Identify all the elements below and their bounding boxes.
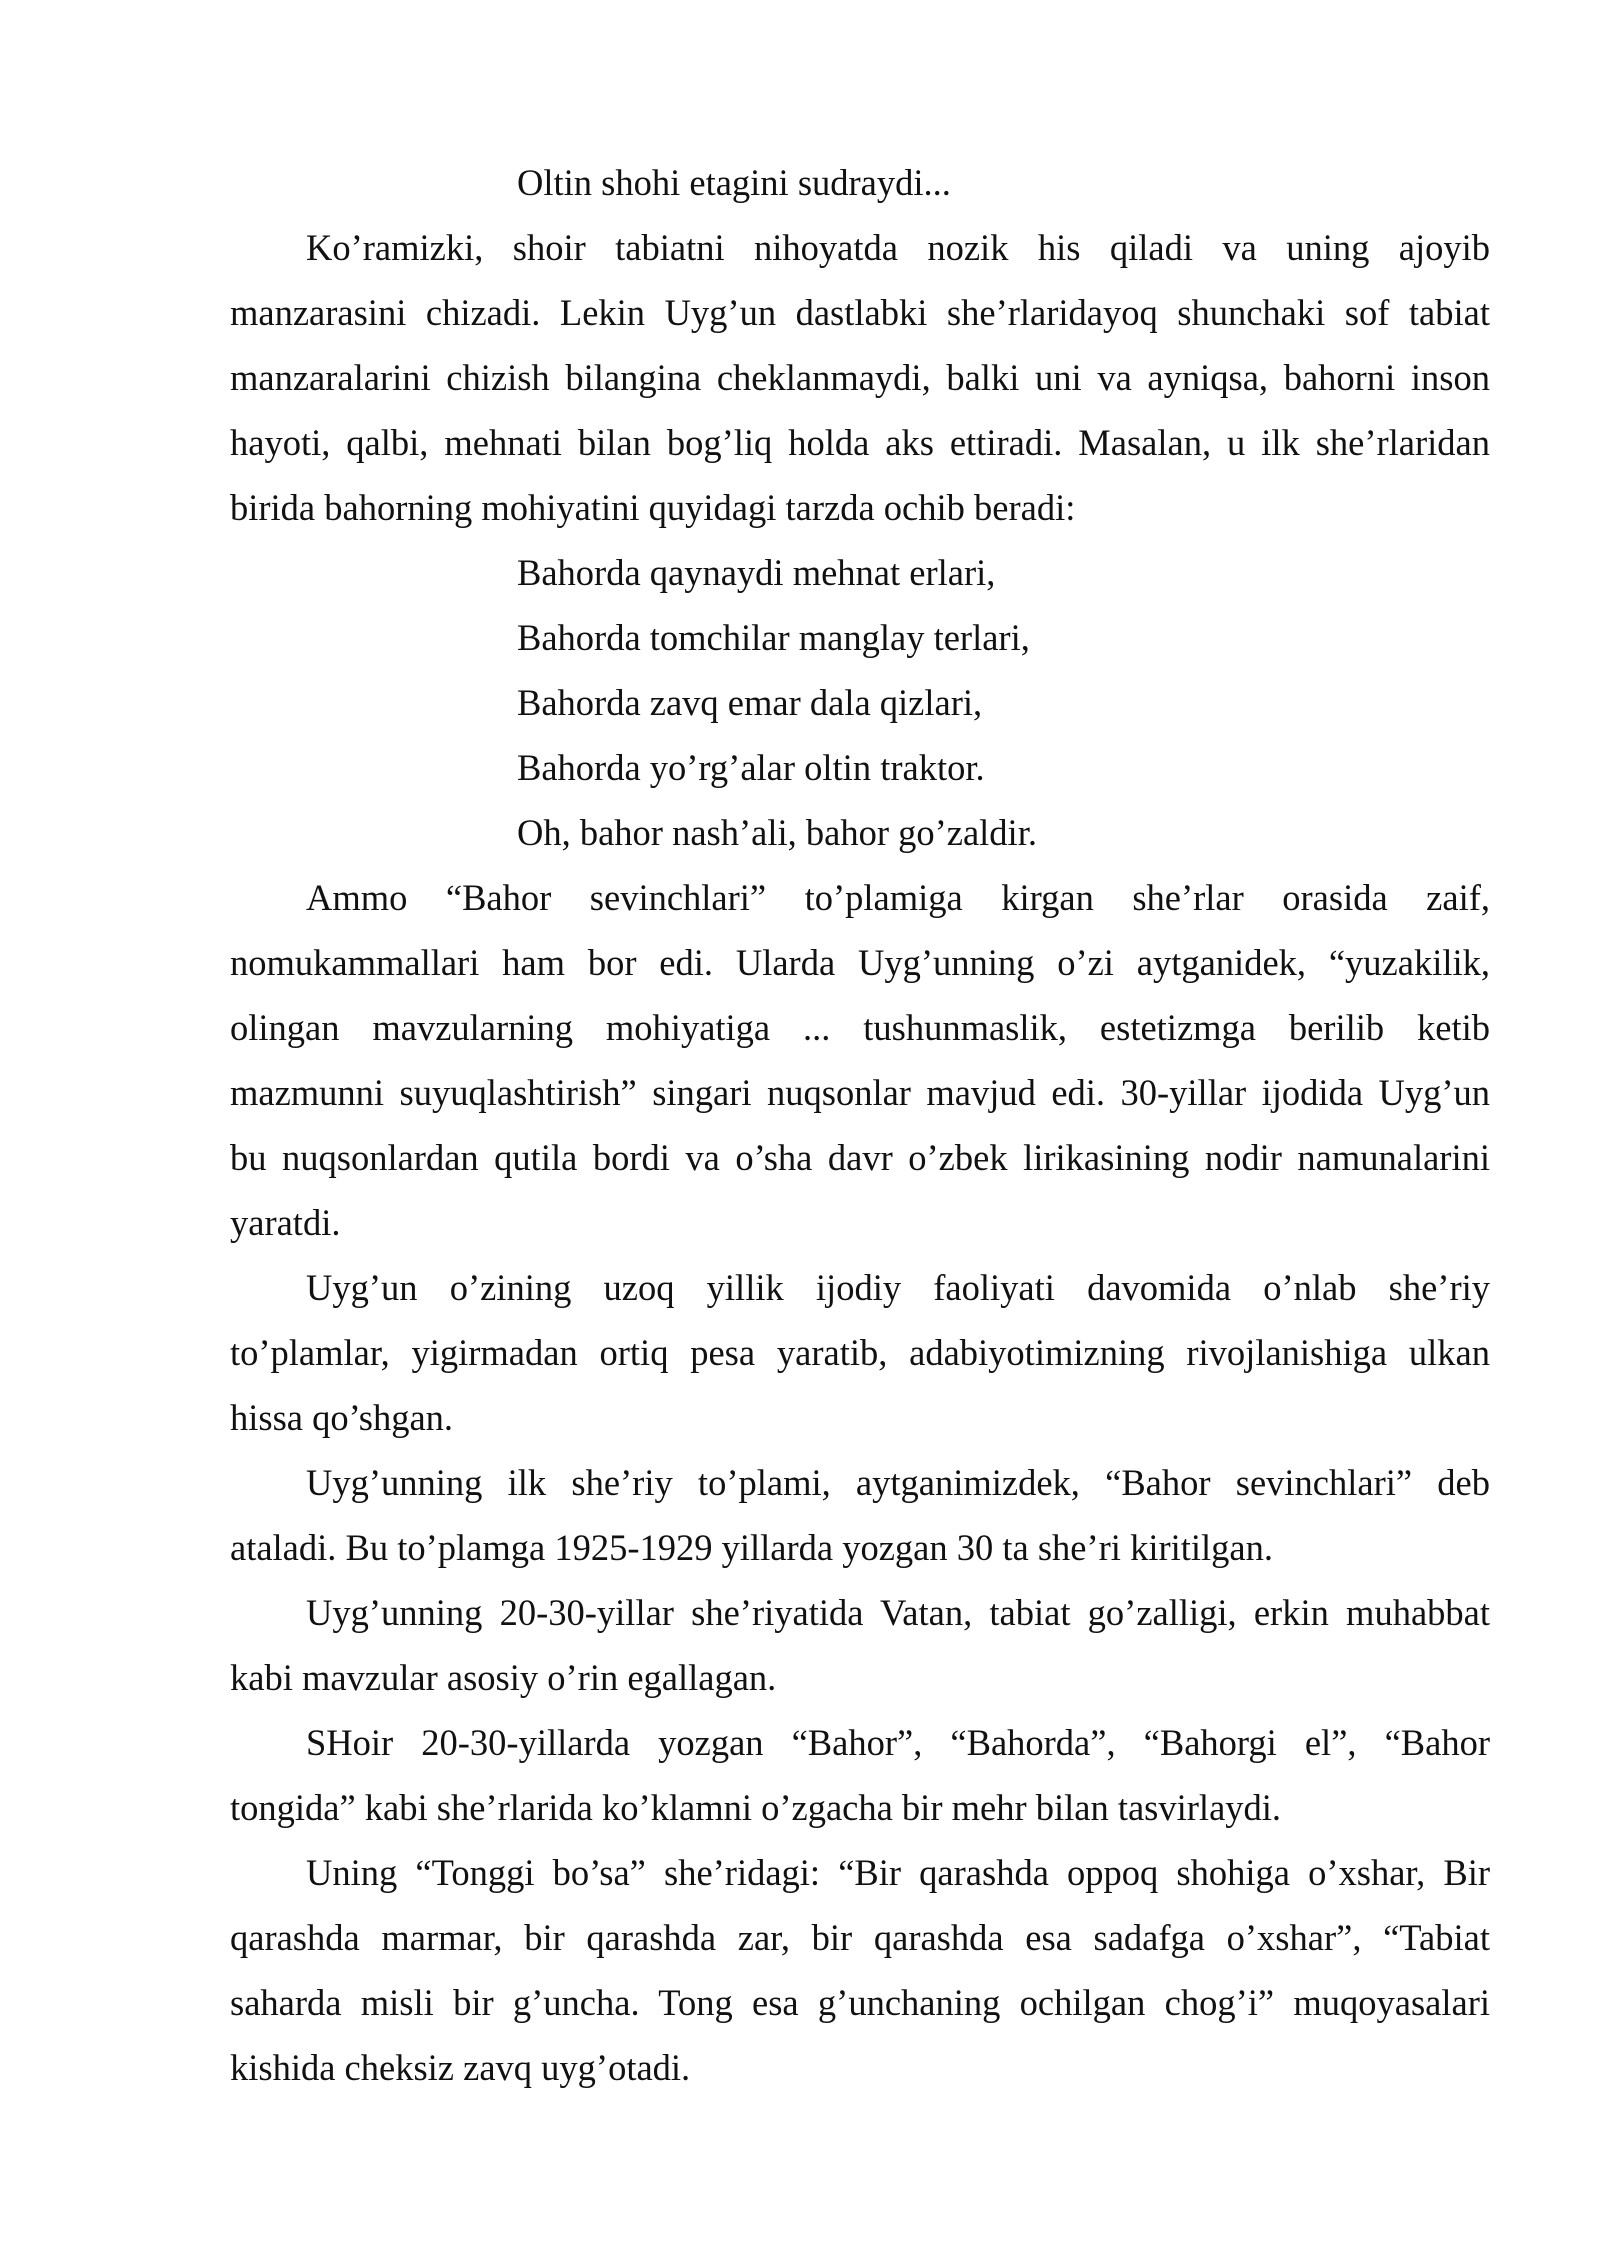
paragraph-first-line: Uyg’unning ilk she’riy to’plami, aytganimizdek, “Bahor sevinchlari” deb bbox=[306, 1462, 1490, 1503]
verse-line: Oh, bahor nash’ali, bahor go’zaldir. bbox=[517, 812, 1037, 853]
paragraph-last-line: tongida” kabi she’rlarida ko’klamni o’zgacha bir mehr bilan tasvirlaydi. bbox=[230, 1787, 1282, 1828]
paragraph-first-line: Uyg’unning 20-30-yillar she’riyatida Vatan, tabiat go’zalligi, erkin muhabbat bbox=[306, 1592, 1490, 1633]
paragraph-last-line: kishida cheksiz zavq uyg’otadi. bbox=[230, 2047, 691, 2088]
verse-line: Bahorda yo’rg’alar oltin traktor. bbox=[517, 747, 985, 788]
paragraph-line: manzaralarini chizish bilangina cheklanmaydi, balki uni va ayniqsa, bahorni inson bbox=[230, 357, 1490, 398]
paragraph-last-line: hissa qo’shgan. bbox=[230, 1397, 454, 1438]
verse-line: Bahorda tomchilar manglay terlari, bbox=[517, 617, 1030, 658]
paragraph-line: nomukammallari ham bor edi. Ularda Uyg’unning o’zi aytganidek, “yuzakilik, bbox=[230, 942, 1490, 983]
paragraph-last-line: ataladi. Bu to’plamga 1925-1929 yillarda yozgan 30 ta she’ri kiritilgan. bbox=[230, 1527, 1274, 1568]
paragraph-first-line: SHoir 20-30-yillarda yozgan “Bahor”, “Bahorda”, “Bahorgi el”, “Bahor bbox=[306, 1722, 1490, 1763]
paragraph-line: bu nuqsonlardan qutila bordi va o’sha davr o’zbek lirikasining nodir namunalarini bbox=[230, 1137, 1490, 1178]
paragraph-line: hayoti, qalbi, mehnati bilan bog’liq holda aks ettiradi. Masalan, u ilk she’rlaridan bbox=[230, 422, 1490, 463]
paragraph-first-line: Uyg’un o’zining uzoq yillik ijodiy faoliyati davomida o’nlab she’riy bbox=[306, 1267, 1490, 1308]
paragraph-last-line: yaratdi. bbox=[230, 1202, 341, 1243]
verse-line: Oltin shohi etagini sudraydi... bbox=[517, 162, 951, 203]
paragraph-last-line: kabi mavzular asosiy o’rin egallagan. bbox=[230, 1657, 777, 1698]
paragraph-line: olingan mavzularning mohiyatiga ... tushunmaslik, estetizmga berilib ketib bbox=[230, 1007, 1490, 1048]
paragraph-first-line: Ko’ramizki, shoir tabiatni nihoyatda nozik his qiladi va uning ajoyib bbox=[306, 227, 1490, 268]
paragraph-first-line: Uning “Tonggi bo’sa” she’ridagi: “Bir qarashda oppoq shohiga o’xshar, Bir bbox=[306, 1852, 1490, 1893]
document-body bbox=[230, 150, 1490, 2100]
paragraph-last-line: birida bahorning mohiyatini quyidagi tarzda ochib beradi: bbox=[230, 487, 1076, 528]
paragraph-line: saharda misli bir g’uncha. Tong esa g’unchaning ochilgan chog’i” muqoyasalari bbox=[230, 1982, 1490, 2023]
paragraph-line: mazmunni suyuqlashtirish” singari nuqsonlar mavjud edi. 30-yillar ijodida Uyg’un bbox=[230, 1072, 1490, 1113]
verse-line: Bahorda zavq emar dala qizlari, bbox=[517, 682, 983, 723]
verse-line: Bahorda qaynaydi mehnat erlari, bbox=[517, 552, 996, 593]
paragraph-line: to’plamlar, yigirmadan ortiq pesa yaratib, adabiyotimizning rivojlanishiga ulkan bbox=[230, 1332, 1490, 1373]
paragraph-line: manzarasini chizadi. Lekin Uyg’un dastlabki she’rlaridayoq shunchaki sof tabiat bbox=[230, 292, 1490, 333]
paragraph-first-line: Ammo “Bahor sevinchlari” to’plamiga kirgan she’rlar orasida zaif, bbox=[306, 877, 1490, 918]
paragraph-line: qarashda marmar, bir qarashda zar, bir qarashda esa sadafga o’xshar”, “Tabiat bbox=[230, 1917, 1490, 1958]
